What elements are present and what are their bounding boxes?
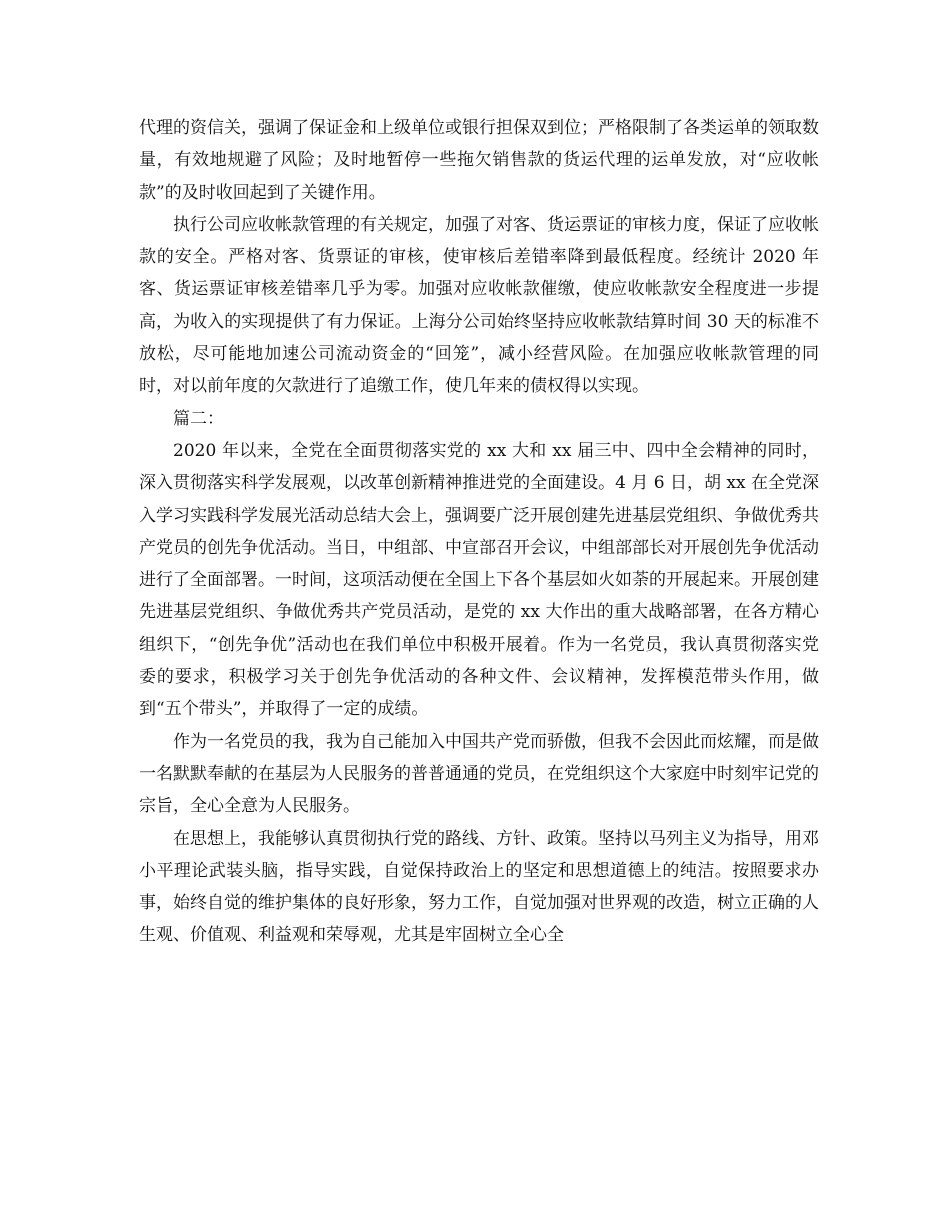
paragraph-continued: 代理的资信关，强调了保证金和上级单位或银行担保双到位；严格限制了各类运单的领取数量，有效地规避了风险；及时地暂停一些拖欠销售款的货运代理的运单发放，对“应收帐款”的及时收回起到了关键作用。	[139, 118, 819, 203]
section-heading: 篇二：	[173, 408, 224, 429]
paragraph-campaign: 2020 年以来，全党在全面贯彻落实党的 xx 大和 xx 届三中、四中全会精神的同时，深入贯彻落实科学发展观，以改革创新精神推进党的全面建设。4 月 6 日，胡 xx 在全党深入学习实践科学发展光活动总结大会上，强调要广泛开展创建先进基层党组织、争做优秀共产党员的创先争优活动。当日，中组部、中宣部召开会议，中组部部长对开展创先争优活动进行了全面部署。一时间，这项活动便在全国上下各个基层如火如荼的开展起来。开展创建先进基层党组织、争做优秀共产党员活动，是党的 xx 大作出的重大战略部署，在各方精心组织下，“创先争优”活动也在我们单位中积极开展着。作为一名党员，我认真贯彻落实党委的要求，积极学习关于创先争优活动的各种文件、会议精神，发挥模范带头作用，做到“五个带头”，并取得了一定的成绩。	[139, 440, 819, 720]
paragraph-party-member: 作为一名党员的我，我为自己能加入中国共产党而骄傲，但我不会因此而炫耀，而是做一名默默奉献的在基层为人民服务的普普通通的党员，在党组织这个大家庭中时刻牢记党的宗旨，全心全意为人民服务。	[139, 731, 819, 817]
paragraph-ideology: 在思想上，我能够认真贯彻执行党的路线、方针、政策。坚持以马列主义为指导，用邓小平理论武装头脑，指导实践，自觉保持政治上的坚定和思想道德上的纯洁。按照要求办事，始终自觉的维护集体的良好形象，努力工作，自觉加强对世界观的改造，树立正确的人生观、价值观、利益观和荣辱观，尤其是牢固树立全心全	[139, 828, 819, 946]
paragraph-receivables: 执行公司应收帐款管理的有关规定，加强了对客、货运票证的审核力度，保证了应收帐款的安全。严格对客、货票证的审核，使审核后差错率降到最低程度。经统计 2020 年客、货运票证审核差错率几乎为零。加强对应收帐款催缴，使应收帐款安全程度进一步提高，为收入的实现提供了有力保证。上海分公司始终坚持应收帐款结算时间 30 天的标准不放松，尽可能地加速公司流动资金的“回笼”，减小经营风险。在加强应收帐款管理的同时，对以前年度的欠款进行了追缴工作，使几年来的债权得以实现。	[139, 214, 819, 397]
document-body	[139, 112, 819, 952]
